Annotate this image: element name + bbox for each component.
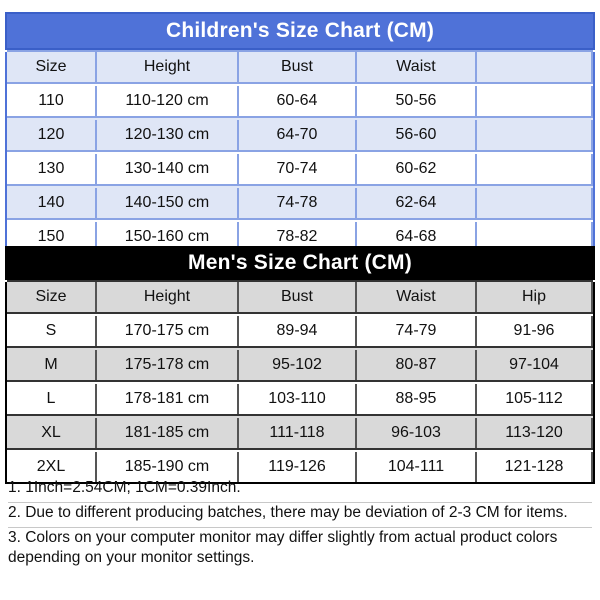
cell-size: M — [7, 350, 97, 380]
cell-bust: 64-70 — [239, 120, 357, 150]
header-waist: Waist — [357, 52, 477, 82]
header-bust: Bust — [239, 282, 357, 312]
cell-bust: 95-102 — [239, 350, 357, 380]
table-row — [7, 186, 593, 218]
mens-size-chart — [5, 246, 595, 484]
cell-bust: 111-118 — [239, 418, 357, 448]
cell-bust: 74-78 — [239, 188, 357, 218]
cell-height: 185-190 cm — [97, 452, 239, 482]
cell-size: 2XL — [7, 452, 97, 482]
cell-height: 140-150 cm — [97, 188, 239, 218]
children-chart-table — [5, 52, 595, 254]
cell-size: 120 — [7, 120, 97, 150]
cell-bust: 103-110 — [239, 384, 357, 414]
cell-height: 175-178 cm — [97, 350, 239, 380]
table-row — [7, 118, 593, 150]
cell-waist: 50-56 — [357, 86, 477, 116]
cell-size: S — [7, 316, 97, 346]
header-hip: Hip — [477, 282, 593, 312]
children-chart-title: Children's Size Chart (CM) — [5, 12, 595, 50]
header-size: Size — [7, 52, 97, 82]
cell-empty — [477, 86, 593, 116]
table-row — [7, 382, 593, 414]
cell-empty — [477, 188, 593, 218]
table-row — [7, 348, 593, 380]
cell-height: 110-120 cm — [97, 86, 239, 116]
cell-hip: 97-104 — [477, 350, 593, 380]
header-bust: Bust — [239, 52, 357, 82]
cell-waist: 88-95 — [357, 384, 477, 414]
cell-waist: 74-79 — [357, 316, 477, 346]
cell-size: L — [7, 384, 97, 414]
note-unit-conversion: 1. 1Inch=2.54CM; 1CM=0.39Inch. — [8, 479, 241, 496]
header-height: Height — [97, 282, 239, 312]
mens-chart-table — [5, 282, 595, 484]
cell-waist: 60-62 — [357, 154, 477, 184]
cell-waist: 80-87 — [357, 350, 477, 380]
cell-waist: 56-60 — [357, 120, 477, 150]
cell-height: 170-175 cm — [97, 316, 239, 346]
cell-bust: 89-94 — [239, 316, 357, 346]
cell-height: 120-130 cm — [97, 120, 239, 150]
mens-chart-title: Men's Size Chart (CM) — [5, 246, 595, 280]
cell-height: 150-160 cm — [97, 222, 239, 252]
cell-size: XL — [7, 418, 97, 448]
header-waist: Waist — [357, 282, 477, 312]
cell-waist: 64-68 — [357, 222, 477, 252]
cell-bust: 70-74 — [239, 154, 357, 184]
cell-height: 130-140 cm — [97, 154, 239, 184]
header-height: Height — [97, 52, 239, 82]
table-header-row — [7, 52, 593, 82]
cell-empty — [477, 154, 593, 184]
children-size-chart — [5, 12, 595, 254]
table-row — [7, 314, 593, 346]
cell-bust: 60-64 — [239, 86, 357, 116]
note-monitor-colors: 3. Colors on your computer monitor may differ slightly from actual product colors depending on your monitor settings. — [8, 527, 592, 572]
cell-bust: 119-126 — [239, 452, 357, 482]
cell-size: 110 — [7, 86, 97, 116]
cell-size: 140 — [7, 188, 97, 218]
header-empty — [477, 52, 593, 82]
cell-waist: 104-111 — [357, 452, 477, 482]
cell-hip: 91-96 — [477, 316, 593, 346]
table-row — [7, 84, 593, 116]
cell-size: 150 — [7, 222, 97, 252]
cell-hip: 113-120 — [477, 418, 593, 448]
cell-hip: 105-112 — [477, 384, 593, 414]
table-row — [7, 152, 593, 184]
cell-size: 130 — [7, 154, 97, 184]
note-batch-deviation: 2. Due to different producing batches, there may be deviation of 2-3 CM for items. — [8, 502, 592, 527]
cell-bust: 78-82 — [239, 222, 357, 252]
cell-empty — [477, 120, 593, 150]
header-size: Size — [7, 282, 97, 312]
table-header-row — [7, 282, 593, 312]
cell-hip: 121-128 — [477, 452, 593, 482]
cell-height: 181-185 cm — [97, 418, 239, 448]
table-row — [7, 416, 593, 448]
cell-waist: 62-64 — [357, 188, 477, 218]
cell-waist: 96-103 — [357, 418, 477, 448]
size-notes — [8, 478, 592, 572]
cell-height: 178-181 cm — [97, 384, 239, 414]
